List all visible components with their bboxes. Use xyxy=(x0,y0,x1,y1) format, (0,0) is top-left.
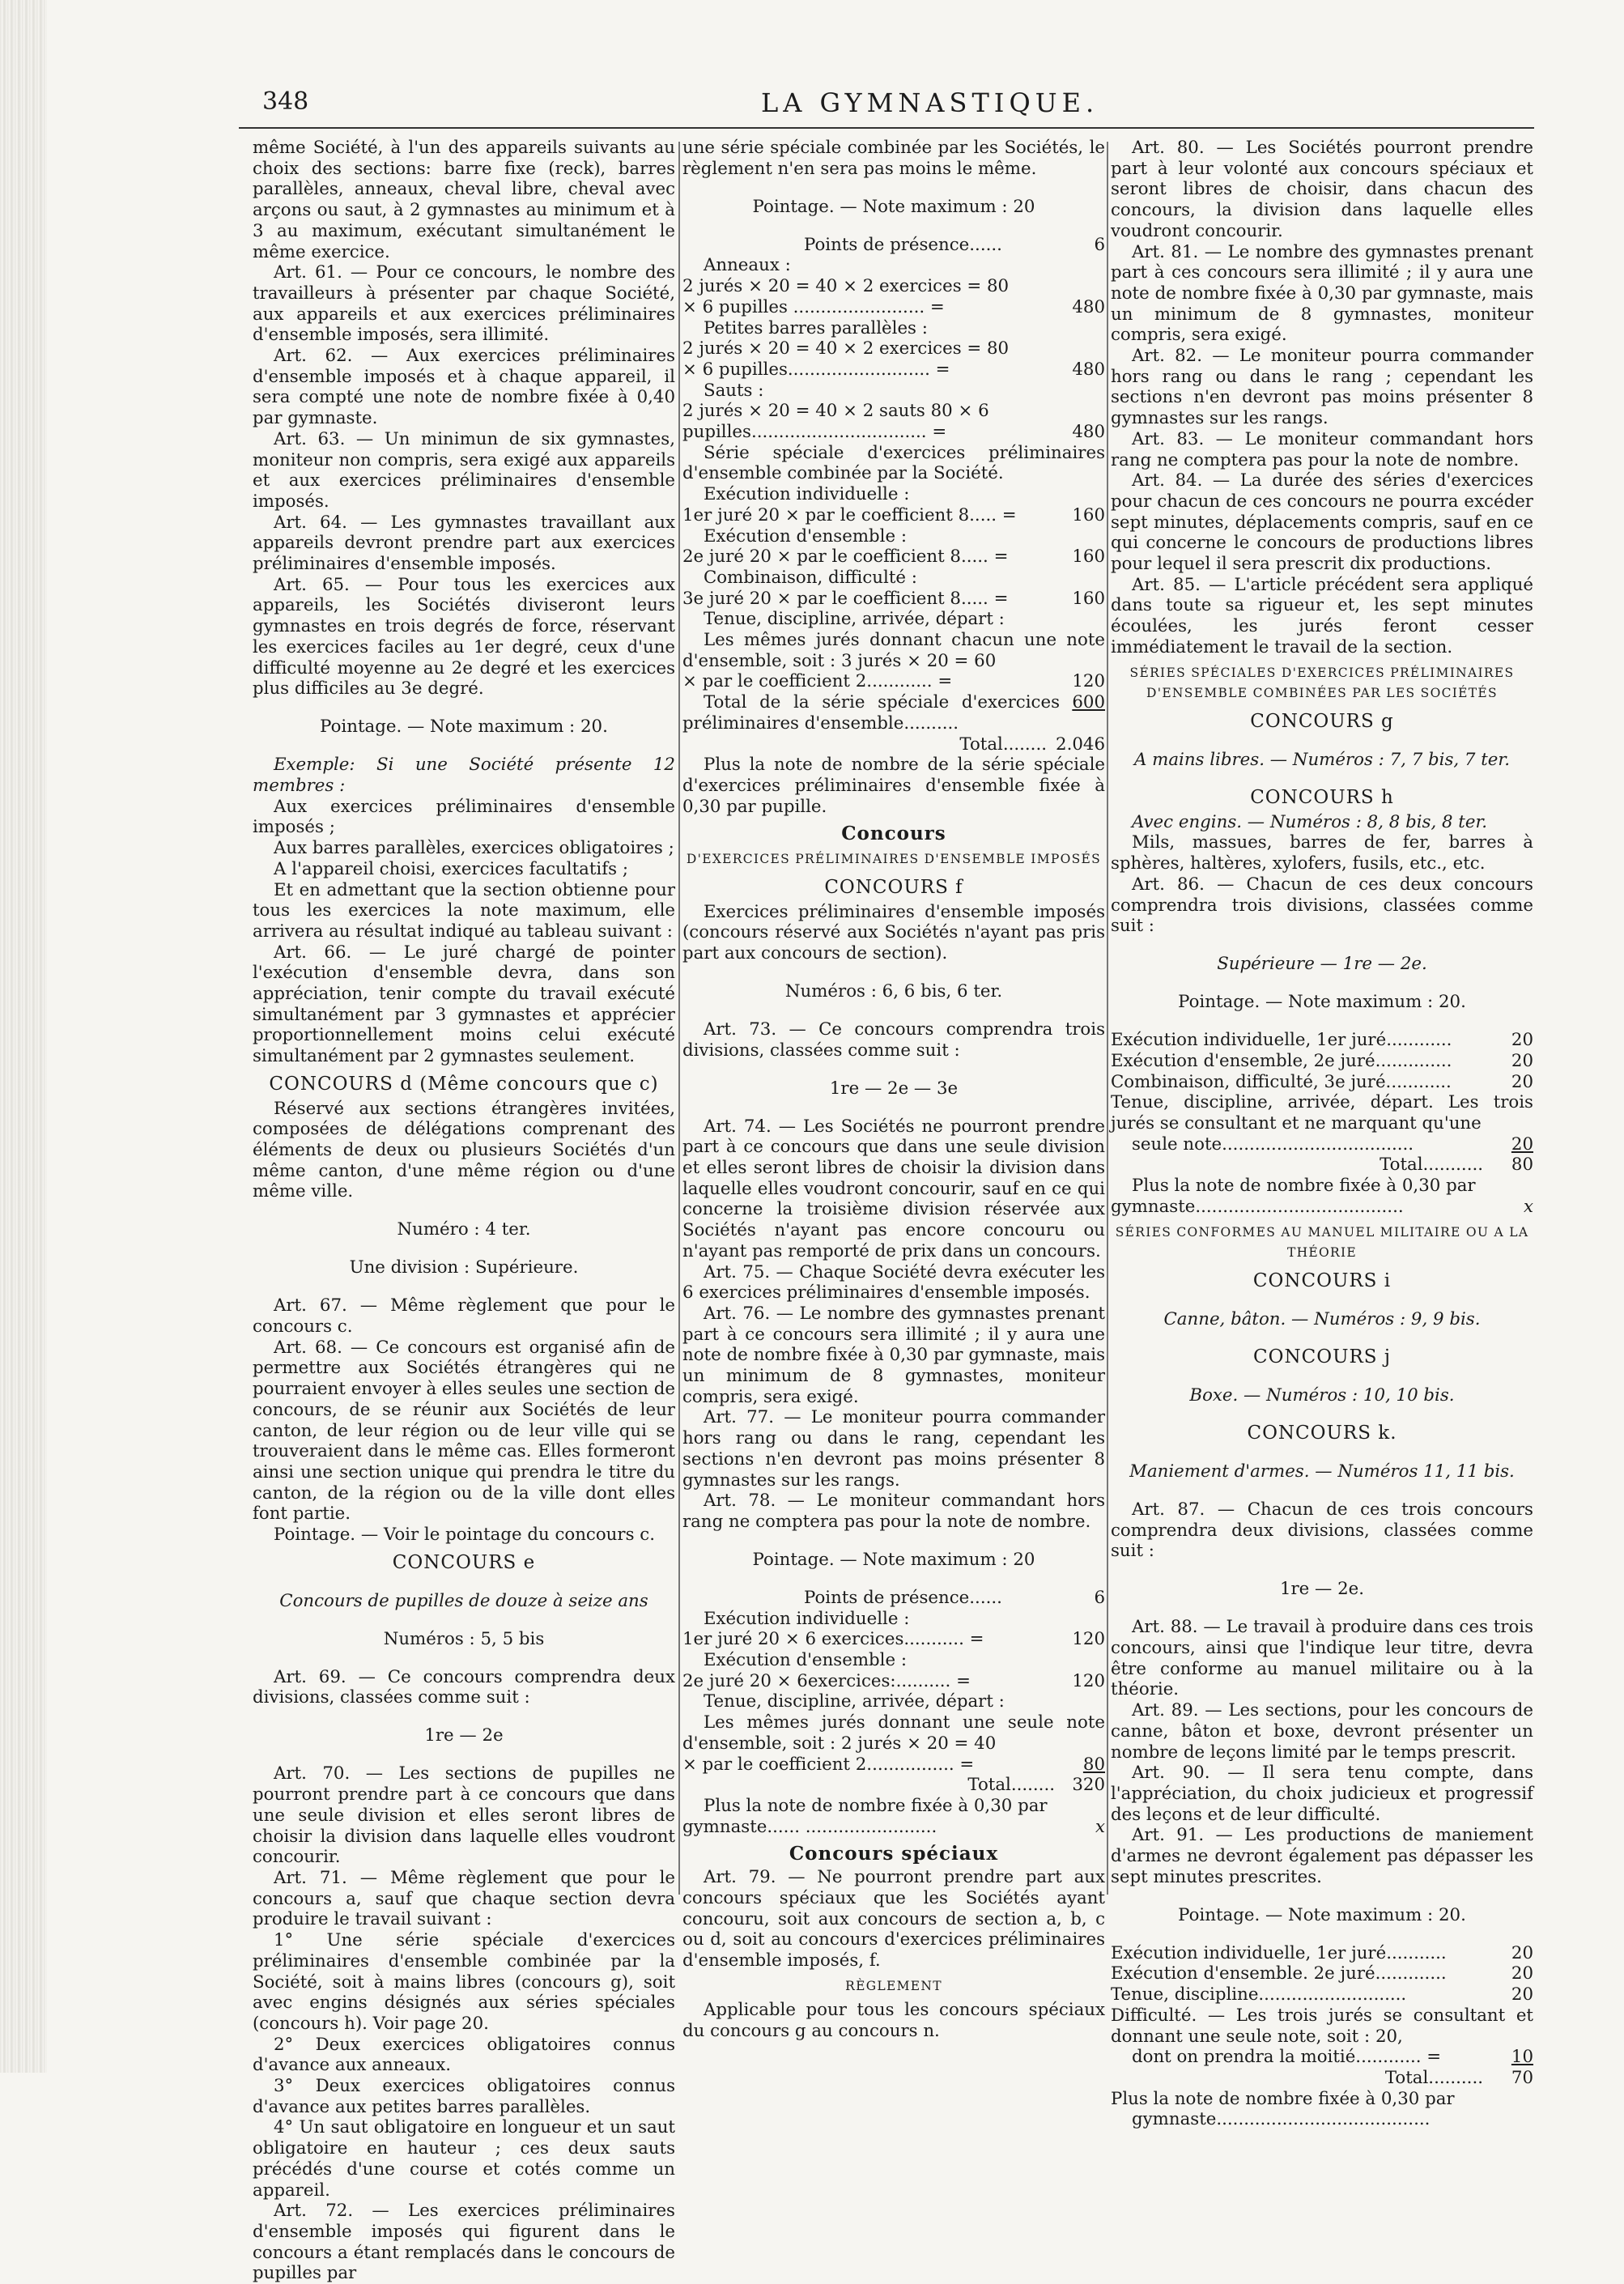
article-71: Art. 71. — Même règlement que pour le concours a, sauf que chaque section devra produire le travail suivant : xyxy=(253,1868,675,1930)
article-89: Art. 89. — Les sections, pour les concours de canne, bâton et boxe, devront présenter un nombre de leçons limité par le temps prescrit. xyxy=(1111,1700,1533,1763)
total-label: Total.......... xyxy=(1384,2068,1483,2088)
score-label: 3e juré 20 × par le coefficient 8..... = xyxy=(682,588,1009,609)
score-label: Tenue, discipline........................... xyxy=(1111,1984,1407,2005)
score-label: seule note................................... xyxy=(1132,1133,1414,1155)
paragraph: Série spéciale d'exercices préliminaires d'ensemble combinée par la Société. xyxy=(682,442,1105,484)
score-value: 160 xyxy=(1072,547,1105,568)
article-78: Art. 78. — Le moniteur commandant hors rang ne comptera pas pour la note de nombre. xyxy=(682,1491,1105,1532)
score-row xyxy=(682,1671,1105,1692)
label-line: Exécution individuelle : xyxy=(704,1608,910,1629)
article-72: Art. 72. — Les exercices préliminaires d'ensemble imposés qui figurent dans le concours a étant remplacés dans le concours de pupilles par xyxy=(253,2201,675,2284)
page-header xyxy=(243,87,1538,120)
total-label: Total........... xyxy=(1380,1155,1483,1176)
score-row xyxy=(682,359,1105,381)
article-84: Art. 84. — La durée des séries d'exercices pour chacun de ces concours ne pourra excéder sept minutes, déplacements compris, sauf en ce qui concerne le concours de productions libres pour lequel il sera prescrit dix productions. xyxy=(1111,470,1533,575)
label-line: Tenue, discipline, arrivée, départ : xyxy=(704,1691,1005,1712)
score-row xyxy=(1111,1197,1533,1218)
pointage-line: Pointage. — Note maximum : 20 xyxy=(752,196,1035,217)
article-81: Art. 81. — Le nombre des gymnastes prenant part à ces concours sera illimité ; il y aura une note de nombre fixée à 0,30 par gymnaste, mais un minimum de 8 gymnastes, moniteur compris, sera exigé. xyxy=(1111,241,1533,346)
score-value: x xyxy=(1095,1816,1105,1837)
heading-concours-i: CONCOURS i xyxy=(1252,1270,1392,1291)
article-90: Art. 90. — Il sera tenu compte, dans l'appréciation, du choix judicieux et progressif des leçons et de leur difficulté. xyxy=(1111,1763,1533,1825)
list-item: 1° Une série spéciale d'exercices préliminaires d'ensemble combinée par la Société, soit à mains libres (concours g), soit avec engins désignés aux séries spéciales (concours h). Voir page 20. xyxy=(253,1930,675,2034)
score-value: 20 xyxy=(1511,1133,1533,1155)
score-label: gymnaste...... ........................ xyxy=(682,1816,937,1837)
score-label: Exécution individuelle, 1er juré............ xyxy=(1111,1030,1452,1051)
score-row xyxy=(682,1754,1105,1776)
paragraph: Plus la note de nombre fixée à 0,30 par xyxy=(1132,1176,1476,1197)
article-80: Art. 80. — Les Sociétés pourront prendre part à leur volonté aux concours spéciaux et seront libres de choisir, dans chacun des concours, la division dans laquelle elles voudront concourir. xyxy=(1111,138,1533,241)
section-heading: SÉRIES SPÉCIALES D'EXERCICES PRÉLIMINAIRES D'ENSEMBLE COMBINÉES PAR LES SOCIÉTÉS xyxy=(1129,665,1515,701)
numero-line: Boxe. — Numéros : 10, 10 bis. xyxy=(1189,1384,1455,1406)
example-item: Aux barres parallèles, exercices obligatoires ; xyxy=(274,838,674,859)
score-label: × 6 pupilles ........................ = xyxy=(682,296,945,317)
score-row xyxy=(1111,1943,1533,1964)
example-item: A l'appareil choisi, exercices facultatifs ; xyxy=(274,858,628,879)
article-76: Art. 76. — Le nombre des gymnastes prenant part à ce concours sera illimité ; il y aura une note de nombre fixée à 0,30 par gymnaste, mais un minimum de 8 gymnastes, moniteur compris, sera exigé. xyxy=(682,1303,1105,1407)
paragraph: Applicable pour tous les concours spéciaux du concours g au concours n. xyxy=(682,2000,1105,2042)
division-line: 1re — 2e. xyxy=(1279,1579,1365,1600)
paragraph: même Société, à l'un des appareils suivants au choix des sections: barre fixe (reck), barres parallèles, anneaux, cheval libre, cheval avec arçons ou saut, à 2 gymnastes au minimum et à 3 au maximum, exécutant simultanément le même exercice. xyxy=(253,138,675,262)
label-line: Sauts : xyxy=(704,380,764,401)
score-value: 10 xyxy=(1511,2047,1533,2068)
score-row xyxy=(1111,1963,1533,1984)
paragraph: Difficulté. — Les trois jurés se consultant et donnant une seule note, soit : 20, xyxy=(1111,2005,1533,2047)
column-divider-1 xyxy=(678,142,680,1895)
article-77: Art. 77. — Le moniteur pourra commander hors rang ou dans le rang, cependant les sections n'en devront pas moins présenter 8 gymnastes sur les rangs. xyxy=(682,1407,1105,1491)
article-74: Art. 74. — Les Sociétés ne pourront prendre part à ce concours que dans une seule division et elles seront libres de choisir la division dans laquelle elles voudront concourir, sauf en ce qui concerne la troisième division réservée aux Sociétés n'ayant pas encore concouru ou n'ayant pas remporté de prix dans un concours. xyxy=(682,1116,1105,1261)
total-value: 80 xyxy=(1511,1155,1533,1176)
example-item: Aux exercices préliminaires d'ensemble imposés ; xyxy=(253,796,675,838)
score-row xyxy=(682,297,1105,318)
score-label: dont on prendra la moitié............ = xyxy=(1132,2047,1442,2068)
list-item: 3° Deux exercices obligatoires connus d'avance aux petites barres parallèles. xyxy=(253,2076,675,2117)
heading-concours-e: CONCOURS e xyxy=(392,1551,536,1573)
score-row xyxy=(1111,1030,1533,1051)
column-divider-2 xyxy=(1107,142,1108,1895)
paragraph: une série spéciale combinée par les Sociétés, le règlement n'en sera pas moins le même. xyxy=(682,138,1105,179)
running-title: LA GYMNASTIQUE. xyxy=(761,87,1099,118)
pointage-line: Pointage. — Note maximum : 20. xyxy=(1178,1904,1466,1925)
heading-concours-j: CONCOURS j xyxy=(1253,1346,1391,1367)
column-3 xyxy=(1111,138,1533,2130)
label-line: Anneaux : xyxy=(704,255,791,276)
score-label: × 6 pupilles.......................... = xyxy=(682,359,950,380)
score-row xyxy=(1111,1134,1533,1155)
division-line: 1re — 2e xyxy=(424,1725,504,1746)
heading-concours-k: CONCOURS k. xyxy=(1247,1422,1397,1444)
score-value: 20 xyxy=(1511,1071,1533,1092)
numero-line: Maniement d'armes. — Numéros 11, 11 bis. xyxy=(1129,1461,1515,1482)
score-label: × par le coefficient 2............ = xyxy=(682,671,953,692)
article-67: Art. 67. — Même règlement que pour le concours c. xyxy=(253,1295,675,1338)
score-value: 20 xyxy=(1511,1942,1533,1963)
score-row xyxy=(682,547,1105,568)
score-row xyxy=(682,692,1105,734)
score-value: 20 xyxy=(1511,1963,1533,1984)
calc-line: 2 jurés × 20 = 40 × 2 sauts 80 × 6 xyxy=(682,401,989,422)
article-70: Art. 70. — Les sections de pupilles ne pourront prendre part à ce concours que dans une seule division et elles seront libres de choisir la division dans laquelle elles voudront concourir. xyxy=(253,1763,675,1868)
score-value: 6 xyxy=(1094,1587,1105,1608)
numero-line: Canne, bâton. — Numéros : 9, 9 bis. xyxy=(1163,1308,1481,1329)
article-62: Art. 62. — Aux exercices préliminaires d'ensemble imposés et à chaque appareil, il sera compté une note de nombre fixée à 0,40 par gymnaste. xyxy=(253,346,675,429)
total-label: Total........ xyxy=(967,1775,1055,1796)
score-label: gymnaste....................................... xyxy=(1132,2109,1431,2130)
article-64: Art. 64. — Les gymnastes travaillant aux appareils devront prendre part aux exercices préliminaires d'ensemble imposés. xyxy=(253,512,675,575)
score-row xyxy=(1111,1072,1533,1093)
score-value: 20 xyxy=(1511,1984,1533,2005)
division-line: 1re — 2e — 3e xyxy=(829,1078,959,1099)
score-row xyxy=(682,589,1105,610)
paragraph: Mils, massues, barres de fer, barres à sphères, haltères, xylofers, fusils, etc., etc. xyxy=(1111,832,1533,874)
total-row xyxy=(682,734,1105,755)
list-item: 4° Un saut obligatoire en longueur et un saut obligatoire en hauteur ; ces deux sauts précédés d'une course et cotés comme un appareil. xyxy=(253,2117,675,2201)
total-row xyxy=(682,1775,1105,1796)
label-line: Petites barres parallèles : xyxy=(704,317,928,338)
article-79: Art. 79. — Ne pourront prendre part aux concours spéciaux que les Sociétés ayant concouru, soit aux concours de section a, b, c ou d, soit au concours d'exercices préliminaires d'ensemble imposés, f. xyxy=(682,1867,1105,1971)
page-number: 348 xyxy=(262,87,309,116)
subheading-reglement: RÈGLEMENT xyxy=(845,1978,942,1993)
label-line: Exécution individuelle : xyxy=(704,484,910,505)
article-86: Art. 86. — Chacun de ces deux concours comprendra trois divisions, classées comme suit : xyxy=(1111,874,1533,937)
label-line: Exécution d'ensemble : xyxy=(704,1650,908,1671)
paragraph: Tenue, discipline, arrivée, départ. Les trois jurés se consultant et ne marquant qu'une xyxy=(1111,1092,1533,1134)
subheading: Concours de pupilles de douze à seize ans xyxy=(279,1590,648,1611)
score-value: 600 xyxy=(1072,692,1105,713)
score-value: 120 xyxy=(1072,1670,1105,1691)
score-label: Points de présence...... xyxy=(804,1587,1002,1608)
calc-line: 2 jurés × 20 = 40 × 2 exercices = 80 xyxy=(682,338,1010,359)
article-73: Art. 73. — Ce concours comprendra trois divisions, classées comme suit : xyxy=(682,1019,1105,1061)
numero-line: Numéros : 6, 6 bis, 6 ter. xyxy=(784,980,1003,1002)
heading-concours-speciaux: Concours spéciaux xyxy=(789,1843,999,1865)
score-row xyxy=(682,422,1105,443)
column-1 xyxy=(253,138,675,2284)
calc-line: 2 jurés × 20 = 40 × 2 exercices = 80 xyxy=(682,276,1010,297)
pointage-line: Pointage. — Note maximum : 20. xyxy=(1178,992,1466,1013)
numero-line: A mains libres. — Numéros : 7, 7 bis, 7 ter. xyxy=(1133,749,1511,770)
article-85: Art. 85. — L'article précédent sera appliqué dans toute sa rigueur et, les sept minutes écoulées, les jurés feront cesser immédiatement le travail de la section. xyxy=(1111,574,1533,657)
total-label: Total........ xyxy=(959,734,1047,755)
score-label: × par le coefficient 2................ = xyxy=(682,1754,975,1775)
heading-concours-g: CONCOURS g xyxy=(1250,710,1394,732)
score-value: 480 xyxy=(1072,359,1105,380)
article-68: Art. 68. — Ce concours est organisé afin de permettre aux Sociétés étrangères qui ne pourraient envoyer à elles seules une section de concours, de se réunir aux Sociétés de leur canton, de leur région ou de leur ville qui se trouveraient dans le même cas. Elles formeront ainsi une section unique qui prendra le titre du canton, de la région ou de la ville dont elles font partie. xyxy=(253,1337,675,1525)
score-label: Total de la série spéciale d'exercices préliminaires d'ensemble.......... xyxy=(682,692,1060,734)
paragraph: Les mêmes jurés donnant chacun une note d'ensemble, soit : 3 jurés × 20 = 60 xyxy=(682,630,1105,671)
score-value: x xyxy=(1523,1196,1533,1217)
score-label: Points de présence...... xyxy=(804,234,1002,255)
label-line: Combinaison, difficulté : xyxy=(704,567,917,588)
article-66: Art. 66. — Le juré chargé de pointer l'exécution d'ensemble devra, dans son appréciation, tenir compte du travail exécuté simultanément par 3 gymnastes et apprécier proportionnellement moins celui exécuté simultanément par 2 gymnastes seulement. xyxy=(253,942,675,1067)
article-91: Art. 91. — Les productions de maniement d'armes ne devront également pas dépasser les sept minutes prescrites. xyxy=(1111,1825,1533,1887)
division-line: Supérieure — 1re — 2e. xyxy=(1217,954,1427,975)
score-label: gymnaste...................................... xyxy=(1111,1196,1404,1217)
subheading: D'EXERCICES PRÉLIMINAIRES D'ENSEMBLE IMPOSÉS xyxy=(686,852,1102,867)
score-row xyxy=(1111,1984,1533,2005)
numero-line: Numéro : 4 ter. xyxy=(397,1219,531,1240)
article-75: Art. 75. — Chaque Société devra exécuter les 6 exercices préliminaires d'ensemble imposés. xyxy=(682,1261,1105,1304)
score-row xyxy=(682,505,1105,526)
score-row xyxy=(682,1588,1105,1609)
heading-concours-f: CONCOURS f xyxy=(824,876,963,898)
score-label: 2e juré 20 × par le coefficient 8..... = xyxy=(682,547,1009,568)
total-value: 70 xyxy=(1511,2068,1533,2088)
label-line: Exécution d'ensemble : xyxy=(704,525,908,547)
score-row xyxy=(682,671,1105,692)
header-rule xyxy=(239,127,1534,129)
score-label: 1er juré 20 × par le coefficient 8..... = xyxy=(682,504,1017,525)
pointage-line: Pointage. — Note maximum : 20 xyxy=(752,1549,1035,1570)
score-row xyxy=(1111,2047,1533,2068)
article-65: Art. 65. — Pour tous les exercices aux appareils, les Sociétés diviseront leurs gymnastes en trois degrés de force, réservant les exercices faciles au 1er degré, ceux d'une difficulté moyenne au 2e degré et les exercices plus difficiles au 3e degré. xyxy=(253,574,675,700)
heading-concours-d: CONCOURS d (Même concours que c) xyxy=(269,1073,659,1095)
total-row xyxy=(1111,1155,1533,1176)
numero-line: Avec engins. — Numéros : 8, 8 bis, 8 ter. xyxy=(1132,811,1488,832)
pointage-line: Pointage. — Note maximum : 20. xyxy=(320,717,608,738)
score-value: 160 xyxy=(1072,588,1105,609)
score-row xyxy=(1111,2109,1533,2130)
score-value: 20 xyxy=(1511,1050,1533,1071)
article-88: Art. 88. — Le travail à produire dans ces trois concours, ainsi que l'indique leur titre, devra être conforme au manuel militaire ou à la théorie. xyxy=(1111,1617,1533,1700)
total-row xyxy=(1111,2068,1533,2089)
page-spine-shadow xyxy=(0,0,47,2073)
score-value: 120 xyxy=(1072,671,1105,692)
label-line: Tenue, discipline, arrivée, départ : xyxy=(704,609,1005,630)
score-label: 1er juré 20 × 6 exercices........... = xyxy=(682,1629,984,1650)
article-69: Art. 69. — Ce concours comprendra deux divisions, classées comme suit : xyxy=(253,1666,675,1708)
paragraph: Plus la note de nombre de la série spéciale d'exercices préliminaires d'ensemble fixée à 0,30 par pupille. xyxy=(682,755,1105,817)
score-row xyxy=(682,1629,1105,1650)
score-row xyxy=(682,235,1105,256)
score-row xyxy=(1111,1051,1533,1072)
score-label: Exécution d'ensemble, 2e juré.............. xyxy=(1111,1050,1452,1071)
article-63: Art. 63. — Un minimun de six gymnastes, moniteur non compris, sera exigé aux appareils et aux exercices préliminaires d'ensemble imposés. xyxy=(253,428,675,512)
score-value: 20 xyxy=(1511,1030,1533,1051)
paragraph: Réservé aux sections étrangères invitées, composées de délégations comprenant des éléments de deux ou plusieurs Sociétés d'un même canton, d'une même région ou d'une même ville. xyxy=(253,1098,675,1202)
heading-concours-h: CONCOURS h xyxy=(1250,786,1394,808)
paragraph: Exercices préliminaires d'ensemble imposés (concours réservé aux Sociétés n'ayant pas pris part aux concours de section). xyxy=(682,901,1105,963)
division-line: Une division : Supérieure. xyxy=(349,1257,579,1278)
score-value: 80 xyxy=(1082,1754,1105,1775)
total-value: 320 xyxy=(1072,1775,1105,1796)
section-heading: SÉRIES CONFORMES AU MANUEL MILITAIRE OU A LA THÉORIE xyxy=(1115,1224,1529,1261)
score-value: 480 xyxy=(1072,422,1105,443)
score-value: 160 xyxy=(1072,504,1105,525)
score-label: Exécution individuelle, 1er juré........... xyxy=(1111,1942,1447,1963)
article-61: Art. 61. — Pour ce concours, le nombre des travailleurs à présenter par chaque Société, aux appareils et aux exercices préliminaires d'ensemble imposés, sera illimité. xyxy=(253,262,675,346)
example-line: Exemple: Si une Société présente 12 membres : xyxy=(253,755,675,796)
paragraph: Plus la note de nombre fixée à 0,30 par xyxy=(1111,2088,1455,2109)
total-value: 2.046 xyxy=(1056,734,1105,755)
paragraph: Les mêmes jurés donnant une seule note d'ensemble, soit : 2 jurés × 20 = 40 xyxy=(682,1712,1105,1754)
score-label: Combinaison, difficulté, 3e juré............ xyxy=(1111,1071,1452,1092)
heading-concours: Concours xyxy=(841,823,946,845)
column-2 xyxy=(682,138,1105,2042)
score-label: pupilles................................ = xyxy=(682,422,947,443)
list-item: 2° Deux exercices obligatoires connus d'avance aux anneaux. xyxy=(253,2034,675,2076)
pointage-line: Pointage. — Voir le pointage du concours c. xyxy=(274,1525,655,1546)
score-value: 6 xyxy=(1094,234,1105,255)
numero-line: Numéros : 5, 5 bis xyxy=(383,1628,545,1649)
score-value: 120 xyxy=(1072,1629,1105,1650)
paragraph: Plus la note de nombre fixée à 0,30 par xyxy=(704,1796,1048,1816)
score-label: Exécution d'ensemble. 2e juré............. xyxy=(1111,1963,1447,1984)
article-83: Art. 83. — Le moniteur commandant hors rang ne comptera pas pour la note de nombre. xyxy=(1111,428,1533,470)
article-87: Art. 87. — Chacun de ces trois concours comprendra deux divisions, classées comme suit : xyxy=(1111,1499,1533,1562)
article-82: Art. 82. — Le moniteur pourra commander hors rang ou dans le rang ; cependant les sections n'en devront pas moins présenter 8 gymnastes sur les rangs. xyxy=(1111,346,1533,429)
paragraph: Et en admettant que la section obtienne pour tous les exercices la note maximum, elle arrivera au résultat indiqué au tableau suivant : xyxy=(253,879,675,942)
score-label: 2e juré 20 × 6exercices:.......... = xyxy=(682,1670,971,1691)
score-value: 480 xyxy=(1072,296,1105,317)
score-row xyxy=(682,1817,1105,1838)
